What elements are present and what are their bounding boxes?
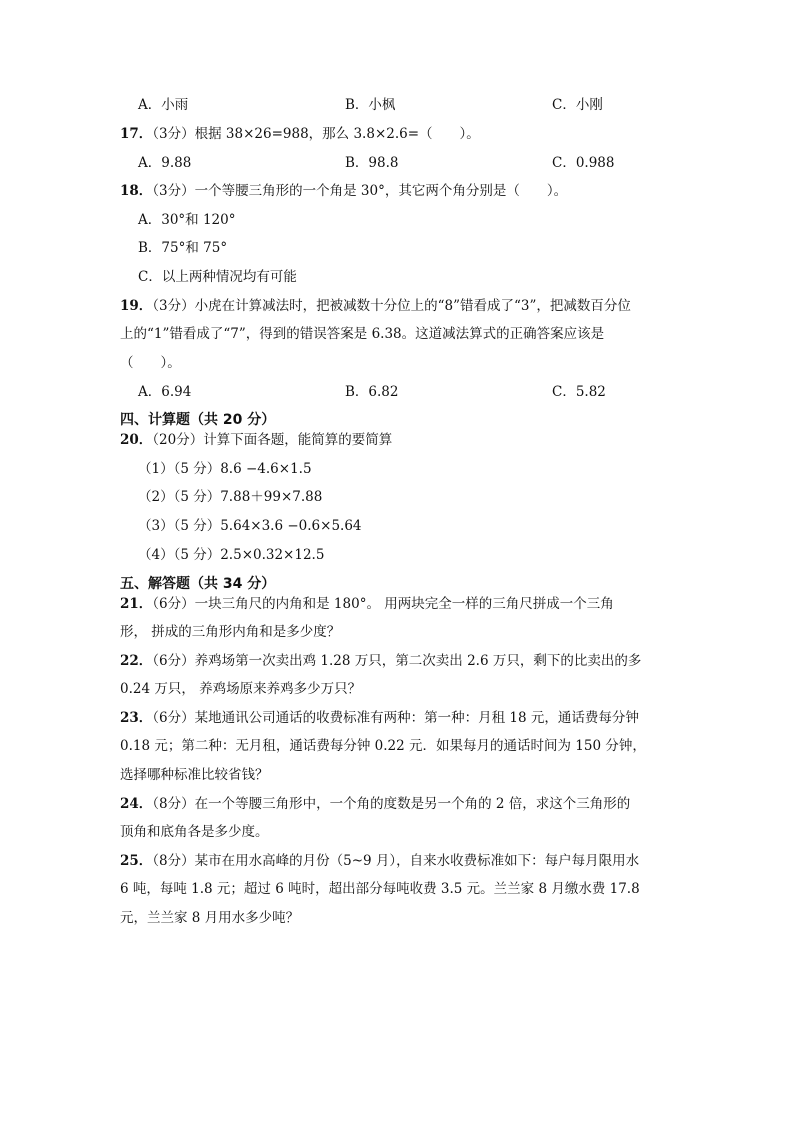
question-points: （6分） <box>152 710 195 726</box>
q20-item-3: （3）（5 分）5.64×3.6 −0.6×5.64 <box>138 518 362 534</box>
q20-item-2: （2）（5 分）7.88＋99×7.88 <box>138 489 323 505</box>
question-text-line1: 某市在用水高峰的月份（5~9 月），自来水收费标准如下：每户每月限用水 <box>194 853 640 869</box>
q16-option-c: C．小刚 <box>552 97 603 113</box>
q16-option-a: A．小雨 <box>138 97 189 113</box>
question-points: （3分） <box>152 126 195 142</box>
q20-item-1: （1）（5 分）8.6 −4.6×1.5 <box>138 461 312 477</box>
question-number: 17． <box>120 126 153 142</box>
question-text-line1: 在一个等腰三角形中，一个角的度数是另一个角的 2 倍，求这个三角形的 <box>194 796 631 812</box>
q18-option-c: C．以上两种情况均有可能 <box>138 269 297 285</box>
question-text: 计算下面各题，能简算的要简算 <box>203 432 393 448</box>
question-24 <box>120 795 630 813</box>
question-points: （3分） <box>152 298 195 314</box>
q25-text-line3: 元，兰兰家 8 月用水多少吨？ <box>120 910 300 926</box>
question-text-line1: 小虎在计算减法时，把被减数十分位上的“8”错看成了“3”，把减数百分位 <box>194 298 631 314</box>
question-points: （6分） <box>152 596 195 612</box>
q21-text-line2: 形， 拼成的三角形内角和是多少度？ <box>120 624 341 640</box>
question-text: 根据 38×26=988，那么 3.8×2.6=（ ）。 <box>194 126 480 142</box>
question-points: （6分） <box>152 653 195 669</box>
question-22 <box>120 652 641 670</box>
q18-option-b: B．75°和 75° <box>138 240 228 256</box>
q24-text-line2: 顶角和底角各是多少度。 <box>120 824 269 840</box>
question-21 <box>120 595 614 613</box>
question-20 <box>120 431 392 449</box>
question-text-line1: 某地通讯公司通话的收费标准有两种：第一种：月租 18 元，通话费每分钟 <box>194 710 639 726</box>
question-text-line1: 一块三角尺的内角和是 180°。 用两块完全一样的三角尺拼成一个三角 <box>194 596 614 612</box>
section-4-title: 四、计算题（共 20 分） <box>120 412 276 428</box>
q20-item-4: （4）（5 分）2.5×0.32×12.5 <box>138 547 325 563</box>
question-points: （3分） <box>152 183 195 199</box>
question-number: 18． <box>120 183 153 199</box>
q19-option-c: C．5.82 <box>552 384 606 400</box>
q19-option-b: B．6.82 <box>345 384 399 400</box>
question-17 <box>120 125 480 143</box>
question-number: 19． <box>120 298 153 314</box>
question-19 <box>120 297 631 315</box>
question-text-line1: 养鸡场第一次卖出鸡 1.28 万只，第二次卖出 2.6 万只，剩下的比卖出的多 <box>194 653 642 669</box>
q17-option-b: B．98.8 <box>345 155 399 171</box>
question-points: （20分） <box>152 432 204 448</box>
q22-text-line2: 0.24 万只， 养鸡场原来养鸡多少万只？ <box>120 681 362 697</box>
question-18 <box>120 182 567 200</box>
q19-text-line2: 上的“1”错看成了“7”，得到的错误答案是 6.38。这道减法算式的正确答案应该是 <box>120 326 605 342</box>
q23-text-line3: 选择哪种标准比较省钱？ <box>120 767 269 783</box>
question-number: 21． <box>120 596 153 612</box>
q17-option-c: C．0.988 <box>552 155 615 171</box>
question-points: （8分） <box>152 796 195 812</box>
question-number: 20． <box>120 432 153 448</box>
q25-text-line2: 6 吨，每吨 1.8 元；超过 6 吨时，超出部分每吨收费 3.5 元。兰兰家 8 月缴水费 17.8 <box>120 881 640 897</box>
question-25 <box>120 852 639 870</box>
question-number: 24． <box>120 796 153 812</box>
question-points: （8分） <box>152 853 195 869</box>
question-number: 22． <box>120 653 153 669</box>
q23-text-line2: 0.18 元；第二种：无月租，通话费每分钟 0.22 元．如果每月的通话时间为 150 分钟， <box>120 738 646 754</box>
question-23 <box>120 709 639 727</box>
question-number: 25． <box>120 853 153 869</box>
q18-option-a: A．30°和 120° <box>138 212 236 228</box>
question-number: 23． <box>120 710 153 726</box>
q19-text-line3: （ ）。 <box>120 355 181 371</box>
question-text: 一个等腰三角形的一个角是 30°，其它两个角分别是（ ）。 <box>194 183 568 199</box>
q17-option-a: A．9.88 <box>138 155 192 171</box>
q19-option-a: A．6.94 <box>138 384 192 400</box>
section-5-title: 五、解答题（共 34 分） <box>120 576 276 592</box>
q16-option-b: B．小枫 <box>345 97 396 113</box>
